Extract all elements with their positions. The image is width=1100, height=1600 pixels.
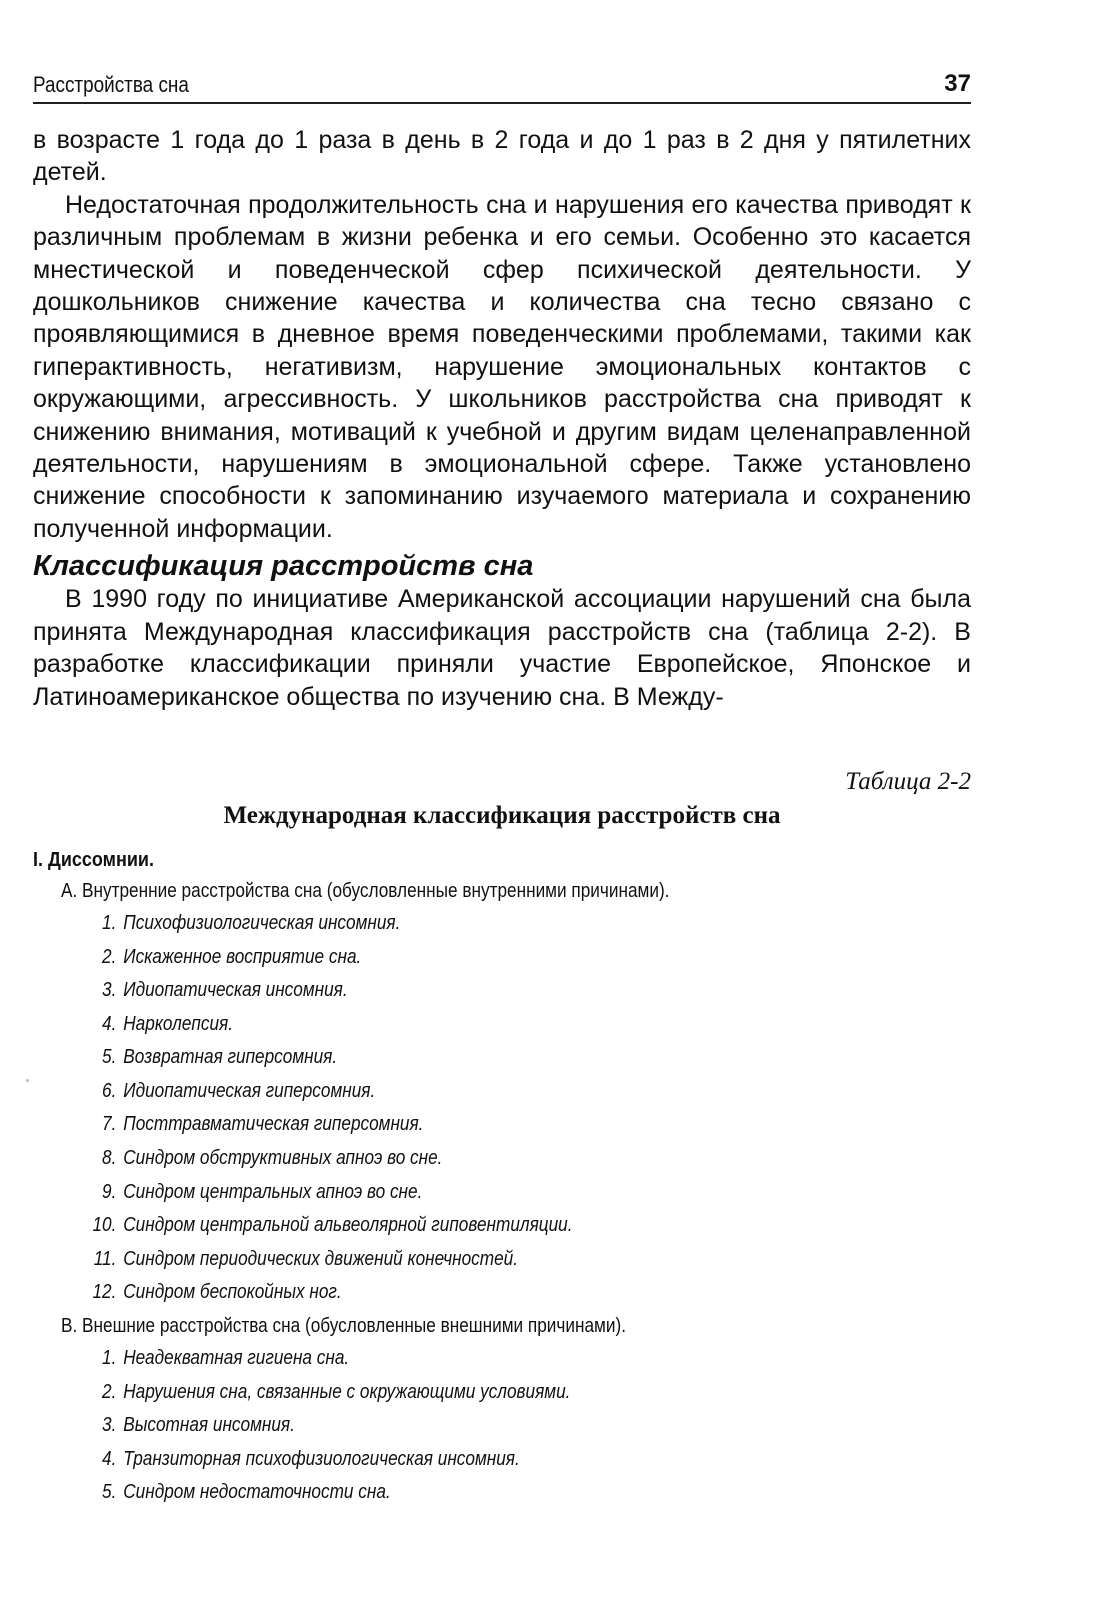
item-text: Неадекватная гигиена сна. <box>123 1347 350 1370</box>
item-number: 8. <box>102 1147 117 1170</box>
item-number: 7. <box>102 1113 117 1136</box>
list-item <box>88 1142 847 1176</box>
item-number: 5. <box>102 1046 117 1069</box>
item-number: 4. <box>102 1447 117 1470</box>
list-item <box>88 1443 847 1477</box>
list-item <box>88 974 847 1008</box>
item-text: Идиопатическая гиперсомния. <box>123 1079 376 1102</box>
item-text: Психофизиологическая инсомния. <box>123 911 401 934</box>
item-text: Возвратная гиперсомния. <box>123 1046 338 1069</box>
item-number: 10. <box>92 1214 117 1237</box>
item-text: Высотная инсомния. <box>123 1414 295 1437</box>
item-text: Синдром беспокойных ног. <box>123 1281 342 1304</box>
subgroup-a-heading: A. Внутренние расстройства сна (обусловленные внутренними причинами). <box>61 879 670 902</box>
list-item <box>88 1376 847 1410</box>
list-item <box>88 1075 847 1109</box>
list-item <box>88 1409 847 1443</box>
list-item <box>88 1342 847 1376</box>
list-item <box>88 1476 847 1510</box>
item-text: Синдром обструктивных апноэ во сне. <box>123 1147 443 1170</box>
list-item <box>88 1209 847 1243</box>
subgroup-a-list <box>33 907 971 1310</box>
item-text: Синдром недостаточности сна. <box>123 1481 391 1504</box>
running-head <box>33 70 971 104</box>
item-number: 1. <box>102 911 117 934</box>
item-number: 12. <box>92 1281 117 1304</box>
subgroup-b-heading: B. Внешние расстройства сна (обусловленные внешними причинами). <box>61 1315 626 1338</box>
item-number: 5. <box>102 1481 117 1504</box>
list-item <box>88 907 847 941</box>
paragraph-classification: В 1990 году по инициативе Американской ассоциации нарушений сна была принята Международная классификация расстройств сна (таблица 2-2). В разработке классификации приняли участие Европейское, Японское и Латиноамериканское общества по изучению сна. В Между- <box>33 585 971 711</box>
table-label: Таблица 2-2 <box>845 767 971 795</box>
item-number: 4. <box>102 1012 117 1035</box>
item-number: 2. <box>102 945 117 968</box>
item-text: Синдром центральной альвеолярной гиповентиляции. <box>123 1214 573 1237</box>
item-number: 3. <box>102 979 117 1002</box>
item-number: 2. <box>102 1380 117 1403</box>
item-text: Нарушения сна, связанные с окружающими условиями. <box>123 1380 571 1403</box>
item-text: Идиопатическая инсомния. <box>123 979 348 1002</box>
subgroup-b-list <box>33 1342 971 1510</box>
group-heading: I. Диссомнии. <box>33 848 154 871</box>
item-text: Синдром периодических движений конечностей. <box>123 1247 519 1270</box>
item-number: 3. <box>102 1414 117 1437</box>
item-text: Транзиторная психофизиологическая инсомния. <box>123 1447 520 1470</box>
item-text: Нарколепсия. <box>123 1012 233 1035</box>
item-number: 1. <box>102 1347 117 1370</box>
paragraph-continuation: в возрасте 1 года до 1 раза в день в 2 года и до 1 раз в 2 дня у пятилетних детей. <box>33 126 971 187</box>
list-item <box>88 1276 847 1310</box>
list-item <box>88 941 847 975</box>
list-item <box>88 1176 847 1210</box>
section-heading: Классификация расстройств сна <box>33 550 534 583</box>
item-number: 11. <box>93 1247 117 1270</box>
book-page <box>33 70 971 1510</box>
running-title: Расстройства сна <box>33 72 189 97</box>
item-text: Искаженное восприятие сна. <box>123 945 362 968</box>
item-text: Синдром центральных апноэ во сне. <box>123 1180 423 1203</box>
paragraph-sleep-effects: Недостаточная продолжительность сна и нарушения его качества приводят к различным проблемам в жизни ребенка и его семьи. Особенно это касается мнестической и поведенческой сфер психической деятельности. У дошкольников снижение качества и количества сна тесно связано с проявляющимися в дневное время поведенческими проблемами, такими как гиперактивность, негативизм, нарушение эмоциональных контактов с окружающими, агрессивность. У школьников расстройства сна приводят к снижению внимания, мотиваций к учебной и другим видам целенаправленной деятельности, нарушениям в эмоциональной сфере. Также установлено снижение способности к запоминанию изучаемого материала и сохранению полученной информации. <box>33 190 971 543</box>
page-number: 37 <box>944 70 971 97</box>
list-item <box>88 1008 847 1042</box>
item-number: 6. <box>102 1079 117 1102</box>
list-item <box>88 1041 847 1075</box>
list-item <box>88 1243 847 1277</box>
body-text <box>33 124 971 713</box>
table-title: Международная классификация расстройств сна <box>223 801 781 829</box>
classification-list <box>33 845 971 1510</box>
list-item <box>88 1108 847 1142</box>
scan-speck <box>26 1079 29 1082</box>
item-text: Посттравматическая гиперсомния. <box>123 1113 424 1136</box>
item-number: 9. <box>102 1180 117 1203</box>
